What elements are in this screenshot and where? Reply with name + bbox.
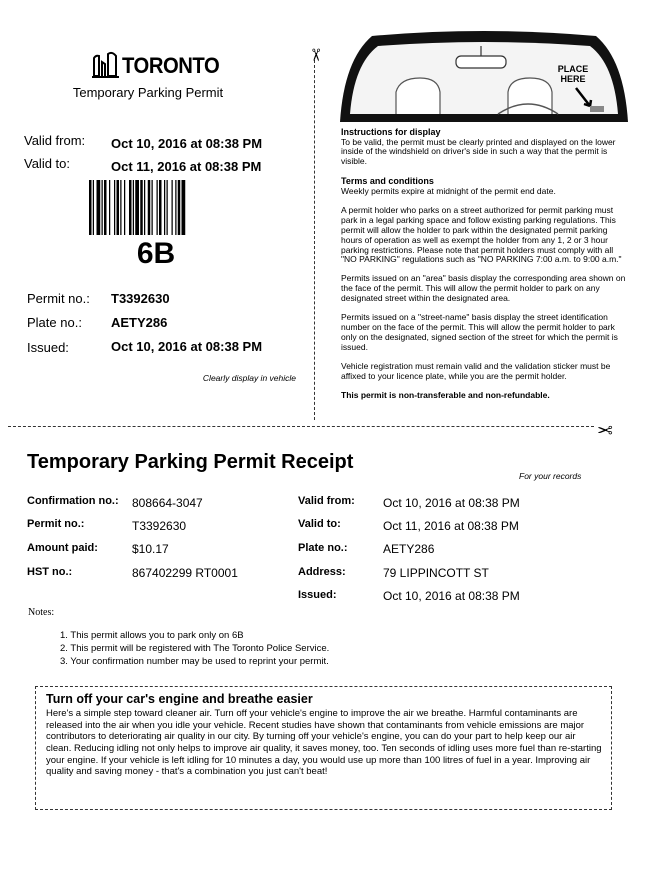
note-item: 2. This permit will be registered with The Toronto Police Service. xyxy=(60,642,330,654)
receipt-plate-value: AETY286 xyxy=(383,542,435,556)
permit-title: Temporary Parking Permit xyxy=(72,85,224,100)
windshield-illustration xyxy=(338,30,630,125)
scissors-icon: ✂ xyxy=(306,47,326,63)
receipt-valid-from-value: Oct 10, 2016 at 08:38 PM xyxy=(383,496,520,510)
note-item: 3. Your confirmation number may be used to reprint your permit. xyxy=(60,655,329,667)
receipt-title: Temporary Parking Permit Receipt xyxy=(27,451,354,473)
notes-label: Notes: xyxy=(28,607,55,618)
terms-heading: Terms and conditions xyxy=(341,176,434,187)
receipt-issued-value: Oct 10, 2016 at 08:38 PM xyxy=(383,589,520,603)
valid-to-label: Valid to: xyxy=(24,156,71,171)
toronto-logo xyxy=(92,47,222,83)
engine-title: Turn off your car's engine and breathe easier xyxy=(46,692,313,706)
display-text: To be valid, the permit must be clearly printed and displayed on the lower inside of the windshield on driver's side in such a way that the permit is visible. xyxy=(341,136,616,167)
terms-p2: A permit holder who parks on a street authorized for permit parking must park in a legal parking space and follow existing parking regulations. This permit will allow the holder to park within the designated permit parking hours of operation as well as exempt the holder from any 1, 2 or 3 hour parking restrictions. Please note that permit holders must comply with all "NO PARKING" regulations such as "NO PARKING 7:00 a.m. to 9:00 a.m." xyxy=(341,204,622,265)
city-hall-icon xyxy=(92,50,120,78)
valid-to-value: Oct 11, 2016 at 08:38 PM xyxy=(111,159,262,174)
address-label: Address: xyxy=(298,566,346,578)
note-item: 1. This permit allows you to park only on 6B xyxy=(60,630,244,641)
receipt-valid-to-value: Oct 11, 2016 at 08:38 PM xyxy=(383,519,519,533)
address-value: 79 LIPPINCOTT ST xyxy=(383,566,489,580)
permit-zone: 6B xyxy=(136,237,176,270)
barcode xyxy=(89,180,223,235)
amount-label: Amount paid: xyxy=(27,542,98,554)
receipt-permit-label: Permit no.: xyxy=(27,518,85,530)
confirmation-label: Confirmation no.: xyxy=(27,495,119,507)
permit-no-value: T3392630 xyxy=(111,291,170,306)
logo-text: TORONTO xyxy=(122,53,220,78)
receipt-issued-label: Issued: xyxy=(298,589,337,601)
scissors-icon: ✂ xyxy=(597,421,613,442)
hst-label: HST no.: xyxy=(27,566,73,578)
place-sign-line1: PLACE xyxy=(557,64,589,74)
terms-p1: Weekly permits expire at midnight of the permit end date. xyxy=(341,185,556,196)
terms-p5: Vehicle registration must remain valid and the validation sticker must be affixed to your licence plate, while you are the permit holder. xyxy=(341,360,611,381)
vertical-cut-line xyxy=(314,60,315,420)
terms-p6: This permit is non-transferable and non-refundable. xyxy=(341,389,550,400)
valid-from-value: Oct 10, 2016 at 08:38 PM xyxy=(111,136,263,151)
plate-no-label: Plate no.: xyxy=(27,315,82,330)
place-sign-line2: HERE xyxy=(560,74,586,84)
instructions-panel xyxy=(341,127,627,410)
engine-body: Here's a simple step toward cleaner air. Turn off your vehicle's engine to improve the air we breathe. Harmful contaminants are released into the air when you idle your vehicle. Recent studies have shown that contaminants from vehicle emissions are major contributors to deteriorating air quality in our city. By turning off your vehicle's engine, you can do your part to help keep our air clean. Reducing idling not only helps to improve air quality, it saves money, too. Ten seconds of idling uses more fuel than re-starting your engine. If your vehicle is left idling for 10 minutes a day, you would use up more than 100 litres of fuel in a year. Improving air quality and saving money - that's a combination you just can't beat! xyxy=(46,708,602,778)
records-note: For your records xyxy=(519,471,582,481)
permit-no-label: Permit no.: xyxy=(27,291,90,306)
receipt-valid-to-label: Valid to: xyxy=(298,518,341,530)
plate-no-value: AETY286 xyxy=(111,315,168,330)
receipt-valid-from-label: Valid from: xyxy=(298,495,355,507)
issued-value: Oct 10, 2016 at 08:38 PM xyxy=(111,339,263,354)
display-heading: Instructions for display xyxy=(341,127,441,137)
notes-list xyxy=(60,630,329,668)
display-note: Clearly display in vehicle xyxy=(202,373,296,383)
confirmation-value: 808664-3047 xyxy=(132,496,203,510)
receipt-plate-label: Plate no.: xyxy=(298,542,348,554)
issued-label: Issued: xyxy=(27,340,69,355)
terms-p3: Permits issued on an "area" basis display the corresponding area shown on the face of the permit. This will allow the permit holder to park on any designated street within the designated area. xyxy=(341,273,626,304)
permit-spot xyxy=(590,106,604,112)
terms-p4: Permits issued on a "street-name" basis display the street identification number on the face of the permit. This will allow the permit holder to park only on the designated, signed section of the street for which the permit is issued. xyxy=(341,312,618,353)
receipt-permit-value: T3392630 xyxy=(132,519,187,533)
valid-from-label: Valid from: xyxy=(24,133,86,148)
horizontal-cut-line xyxy=(8,426,594,427)
amount-value: $10.17 xyxy=(132,542,169,556)
hst-value: 867402299 RT0001 xyxy=(132,566,238,580)
